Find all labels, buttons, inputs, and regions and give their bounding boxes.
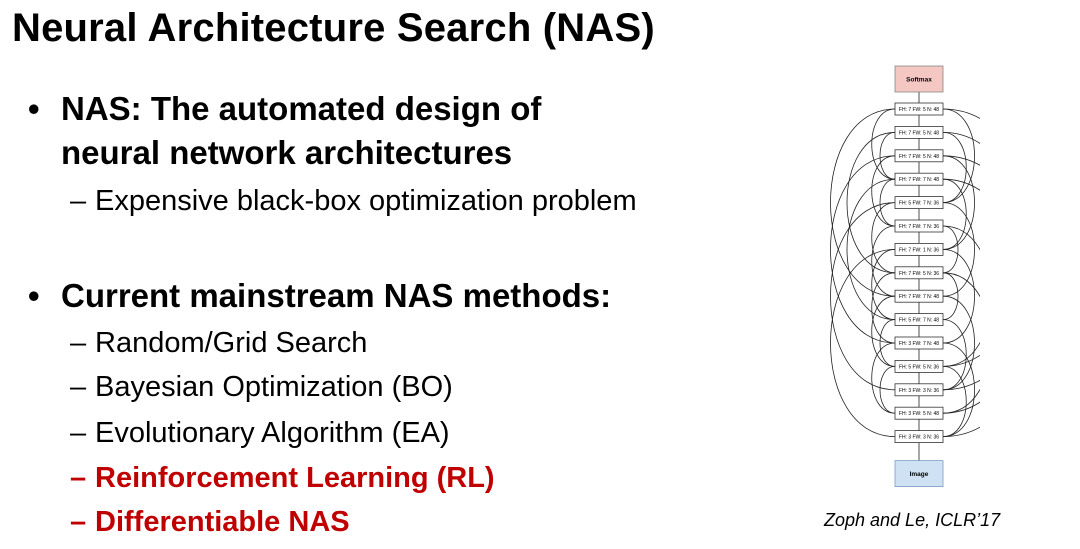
softmax-label: Softmax bbox=[906, 76, 932, 84]
bullet-dot: • bbox=[28, 90, 40, 127]
method-item-text: Evolutionary Algorithm (EA) bbox=[95, 417, 450, 449]
bullet-text-line1: NAS: The automated design of bbox=[61, 90, 542, 127]
method-item-text: Differentiable NAS bbox=[95, 506, 350, 538]
layer-label: FH: 7 FW: 7 N: 48 bbox=[898, 294, 940, 301]
layer-label: FH: 7 FW: 5 N: 48 bbox=[898, 130, 940, 137]
dash-marker: – bbox=[70, 462, 87, 494]
slide-title: Neural Architecture Search (NAS) bbox=[12, 6, 655, 50]
skip-connection-curve bbox=[872, 296, 895, 366]
sub-item-text: Expensive black-box optimization problem bbox=[95, 185, 637, 217]
skip-connection-curve bbox=[847, 132, 895, 272]
citation: Zoph and Le, ICLR’17 bbox=[824, 510, 1001, 530]
dash-marker: – bbox=[70, 327, 87, 359]
layer-label: FH: 7 FW: 7 N: 48 bbox=[898, 177, 940, 184]
bullet-text: Current mainstream NAS methods: bbox=[61, 277, 612, 314]
layer-label: FH: 5 FW: 7 N: 48 bbox=[898, 317, 940, 324]
skip-connection-curve bbox=[847, 179, 895, 319]
skip-connection-curve bbox=[943, 320, 966, 390]
method-item-highlight bbox=[70, 504, 350, 540]
layer-label: FH: 5 FW: 5 N: 36 bbox=[898, 364, 940, 371]
dash-marker: – bbox=[70, 506, 87, 538]
image-label: Image bbox=[909, 471, 929, 479]
method-item-text: Random/Grid Search bbox=[95, 327, 368, 359]
skip-connection-curve bbox=[872, 249, 895, 319]
layer-label: FH: 7 FW: 5 N: 48 bbox=[898, 107, 940, 113]
skip-connection-curve bbox=[872, 226, 895, 296]
method-item-text: Bayesian Optimization (BO) bbox=[95, 371, 453, 403]
layer-label: FH: 7 FW: 7 N: 36 bbox=[898, 224, 940, 230]
skip-connection-curve bbox=[872, 109, 895, 179]
skip-connection-curve bbox=[872, 343, 895, 413]
skip-connection-curve bbox=[872, 203, 895, 273]
skip-connection-curve bbox=[872, 156, 895, 226]
skip-connection-curve bbox=[943, 132, 966, 202]
layer-label: FH: 7 FW: 1 N: 36 bbox=[898, 247, 940, 254]
layer-label: FH: 3 FW: 7 N: 48 bbox=[898, 341, 940, 347]
dash-marker: – bbox=[70, 185, 87, 217]
method-item bbox=[70, 369, 453, 405]
layer-label: FH: 3 FW: 3 N: 36 bbox=[898, 434, 940, 441]
method-item bbox=[70, 415, 450, 451]
layer-label: FH: 3 FW: 3 N: 36 bbox=[898, 387, 940, 394]
method-item-text: Reinforcement Learning (RL) bbox=[95, 462, 495, 494]
dash-marker: – bbox=[70, 371, 87, 403]
skip-connection-curve bbox=[872, 273, 895, 343]
layer-label: FH: 5 FW: 7 N: 36 bbox=[898, 200, 940, 207]
sub-item-black-box bbox=[70, 183, 637, 219]
skip-connection-curve bbox=[943, 179, 966, 249]
method-item-highlight bbox=[70, 460, 495, 496]
bullet-dot: • bbox=[28, 277, 40, 314]
method-item bbox=[70, 325, 367, 361]
skip-connection-curve bbox=[943, 366, 966, 436]
layer-label: FH: 7 FW: 5 N: 36 bbox=[898, 270, 940, 277]
nas-architecture-figure bbox=[740, 60, 980, 490]
bullet-text-line2: neural network architectures bbox=[61, 134, 513, 171]
layer-label: FH: 7 FW: 5 N: 48 bbox=[898, 153, 940, 160]
dash-marker: – bbox=[70, 417, 87, 449]
layer-label: FH: 3 FW: 5 N: 48 bbox=[898, 411, 940, 418]
